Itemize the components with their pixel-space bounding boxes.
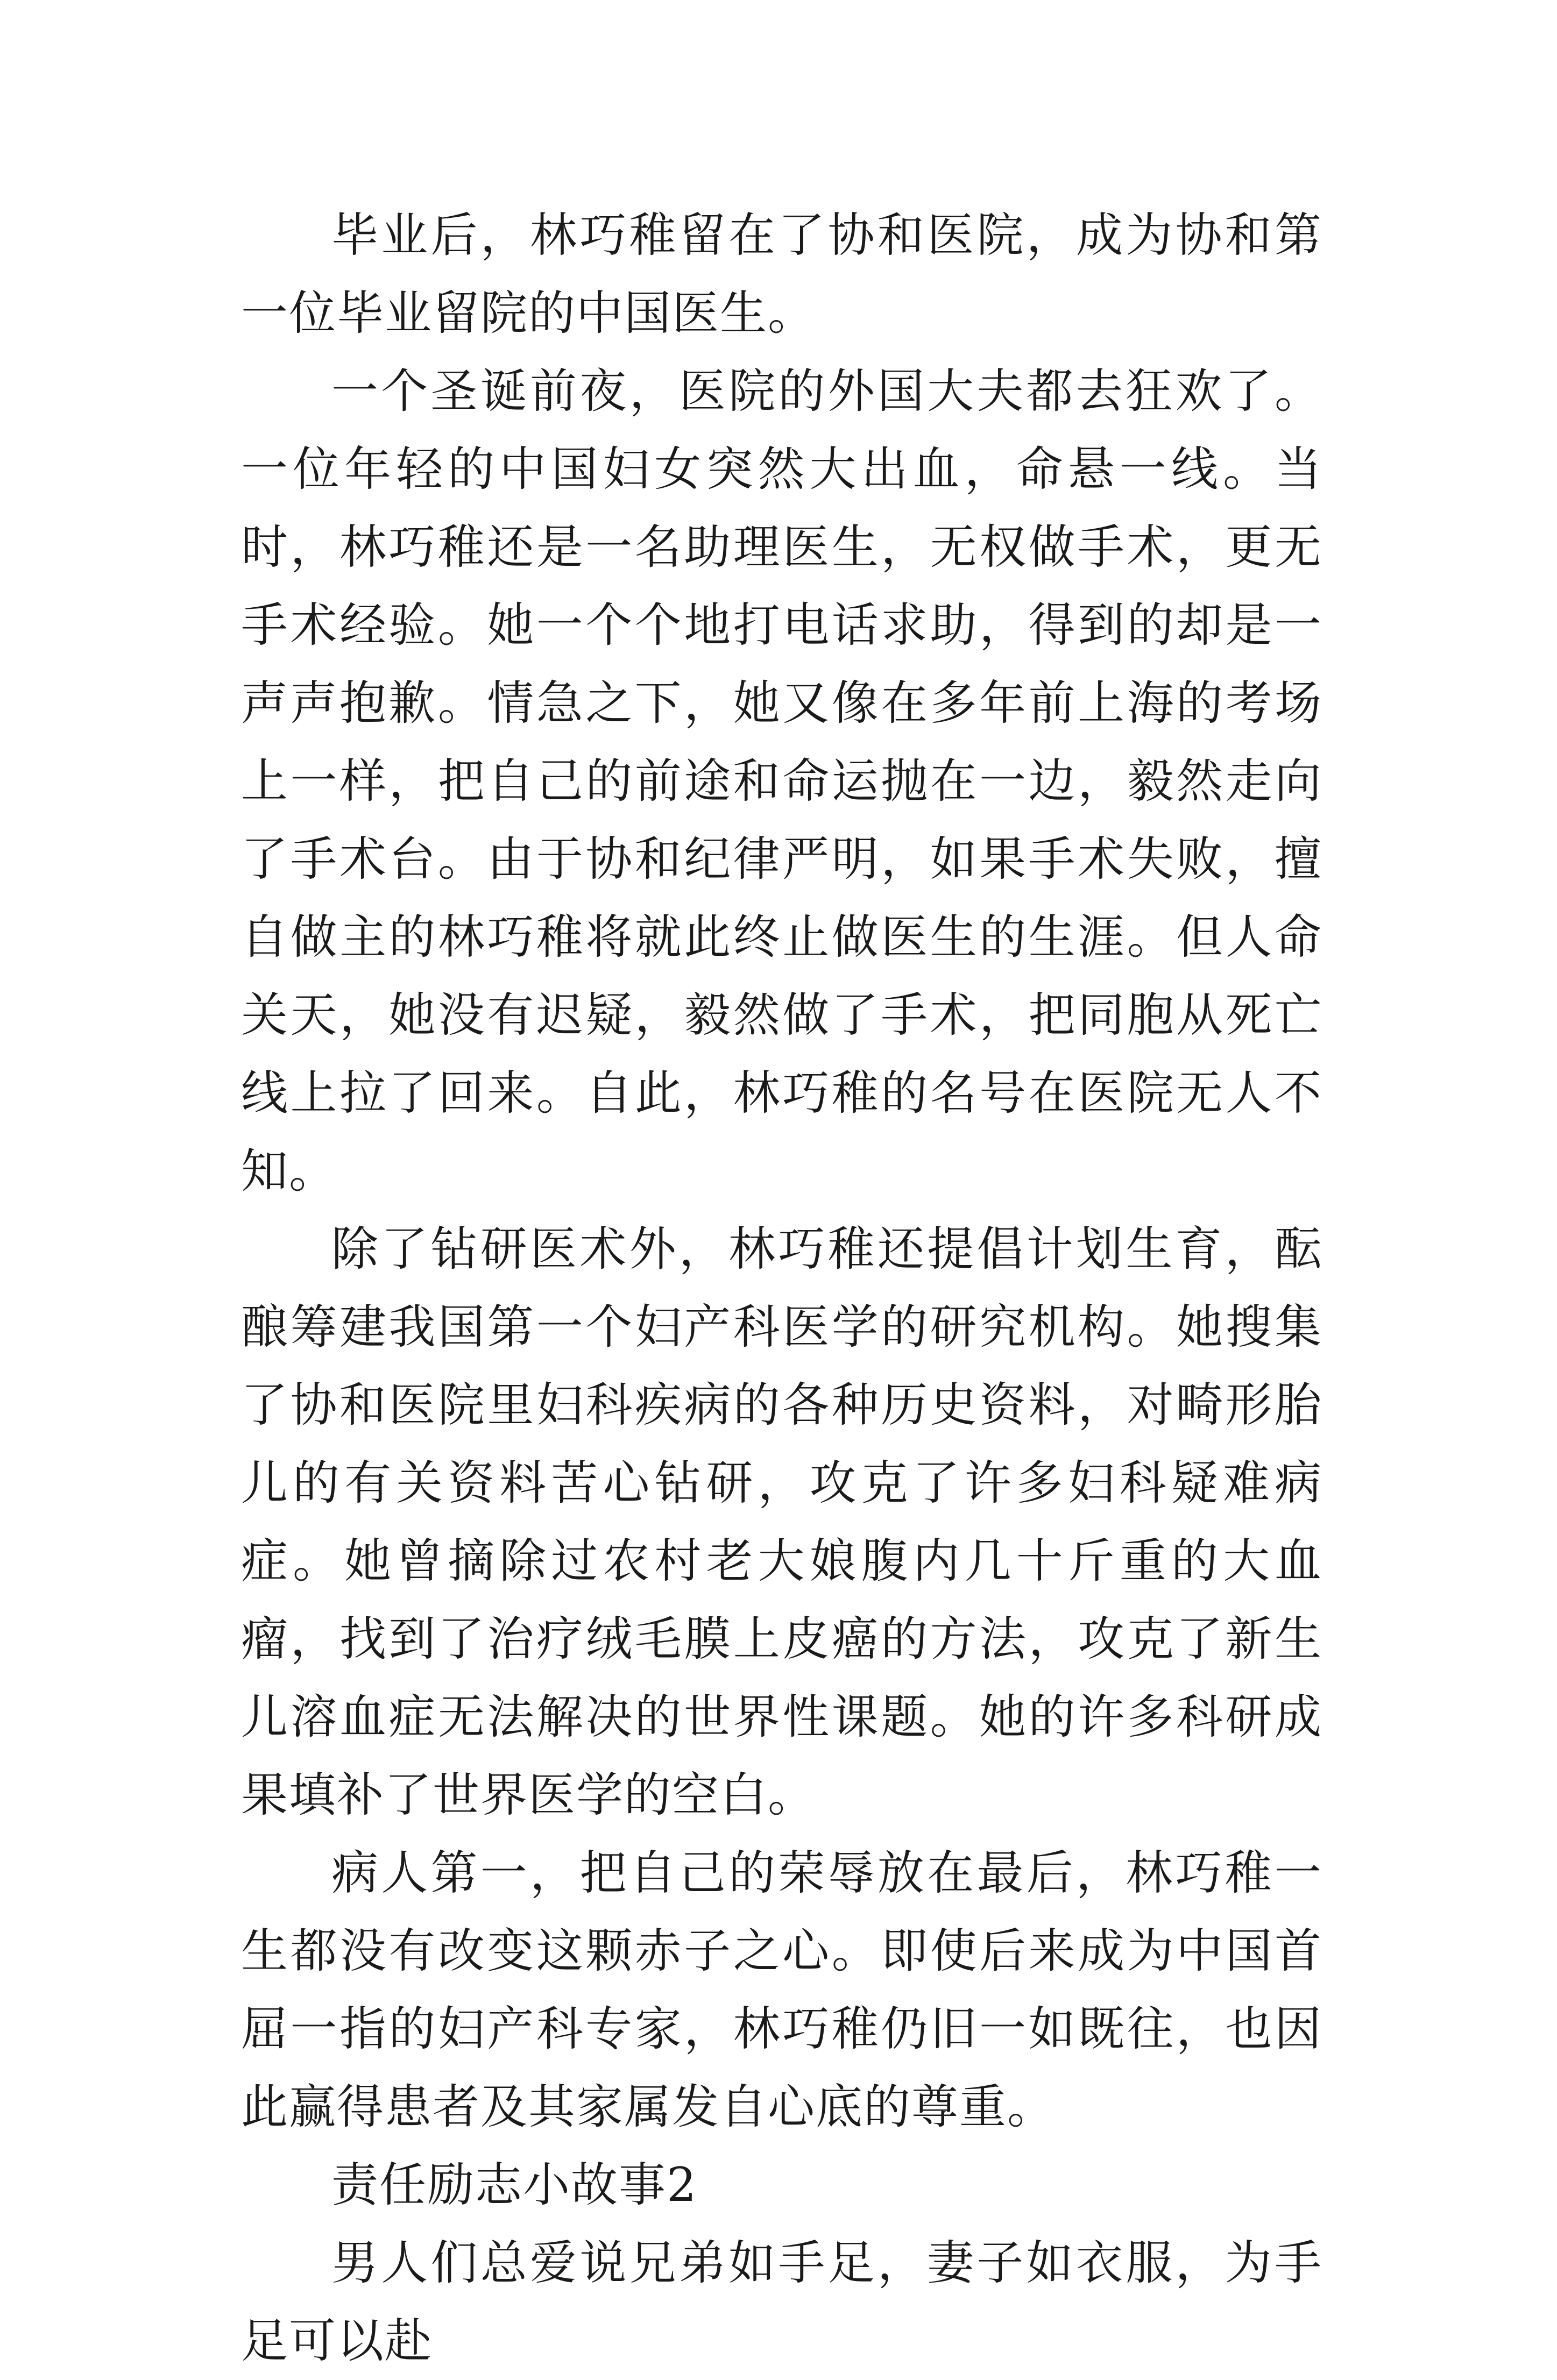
- paragraph-research: 除了钻研医术外，林巧稚还提倡计划生育，酝酿筹建我国第一个妇产科医学的研究机构。她搜集了协和医院里妇科疾病的各种历史资料，对畸形胎儿的有关资料苦心钻研，攻克了许多妇科疑难病症。她曾摘除过农村老大娘腹内几十斤重的大血瘤，找到了治疗绒毛膜上皮癌的方法，攻克了新生儿溶血症无法解决的世界性课题。她的许多科研成果填补了世界医学的空白。: [241, 1221, 1322, 1822]
- paragraph-story-2-start: 男人们总爱说兄弟如手足，妻子如衣服，为手足可以赴: [241, 2235, 1322, 2368]
- paragraph-christmas-eve-surgery: 一个圣诞前夜，医院的外国大夫都去狂欢了。一位年轻的中国妇女突然大出血，命悬一线。当时，林巧稚还是一名助理医生，无权做手术，更无手术经验。她一个个地打电话求助，得到的却是一声声抱歉。情急之下，她又像在多年前上海的考场上一样，把自己的前途和命运抛在一边，毅然走向了手术台。由于协和纪律严明，如果手术失败，擅自做主的林巧稚将就此终止做医生的生涯。但人命关天，她没有迟疑，毅然做了手术，把同胞从死亡线上拉了回来。自此，林巧稚的名号在医院无人不知。: [241, 364, 1322, 1198]
- paragraph-graduation: 毕业后，林巧稚留在了协和医院，成为协和第一位毕业留院的中国医生。: [241, 208, 1322, 340]
- section-heading: 责任励志小故事2: [331, 2157, 698, 2212]
- document-body: [241, 196, 1322, 2380]
- paragraph-patients-first: 病人第一，把自己的荣辱放在最后，林巧稚一生都没有改变这颗赤子之心。即使后来成为中国首屈一指的妇产科专家，林巧稚仍旧一如既往，也因此赢得患者及其家属发自心底的尊重。: [241, 1845, 1322, 2134]
